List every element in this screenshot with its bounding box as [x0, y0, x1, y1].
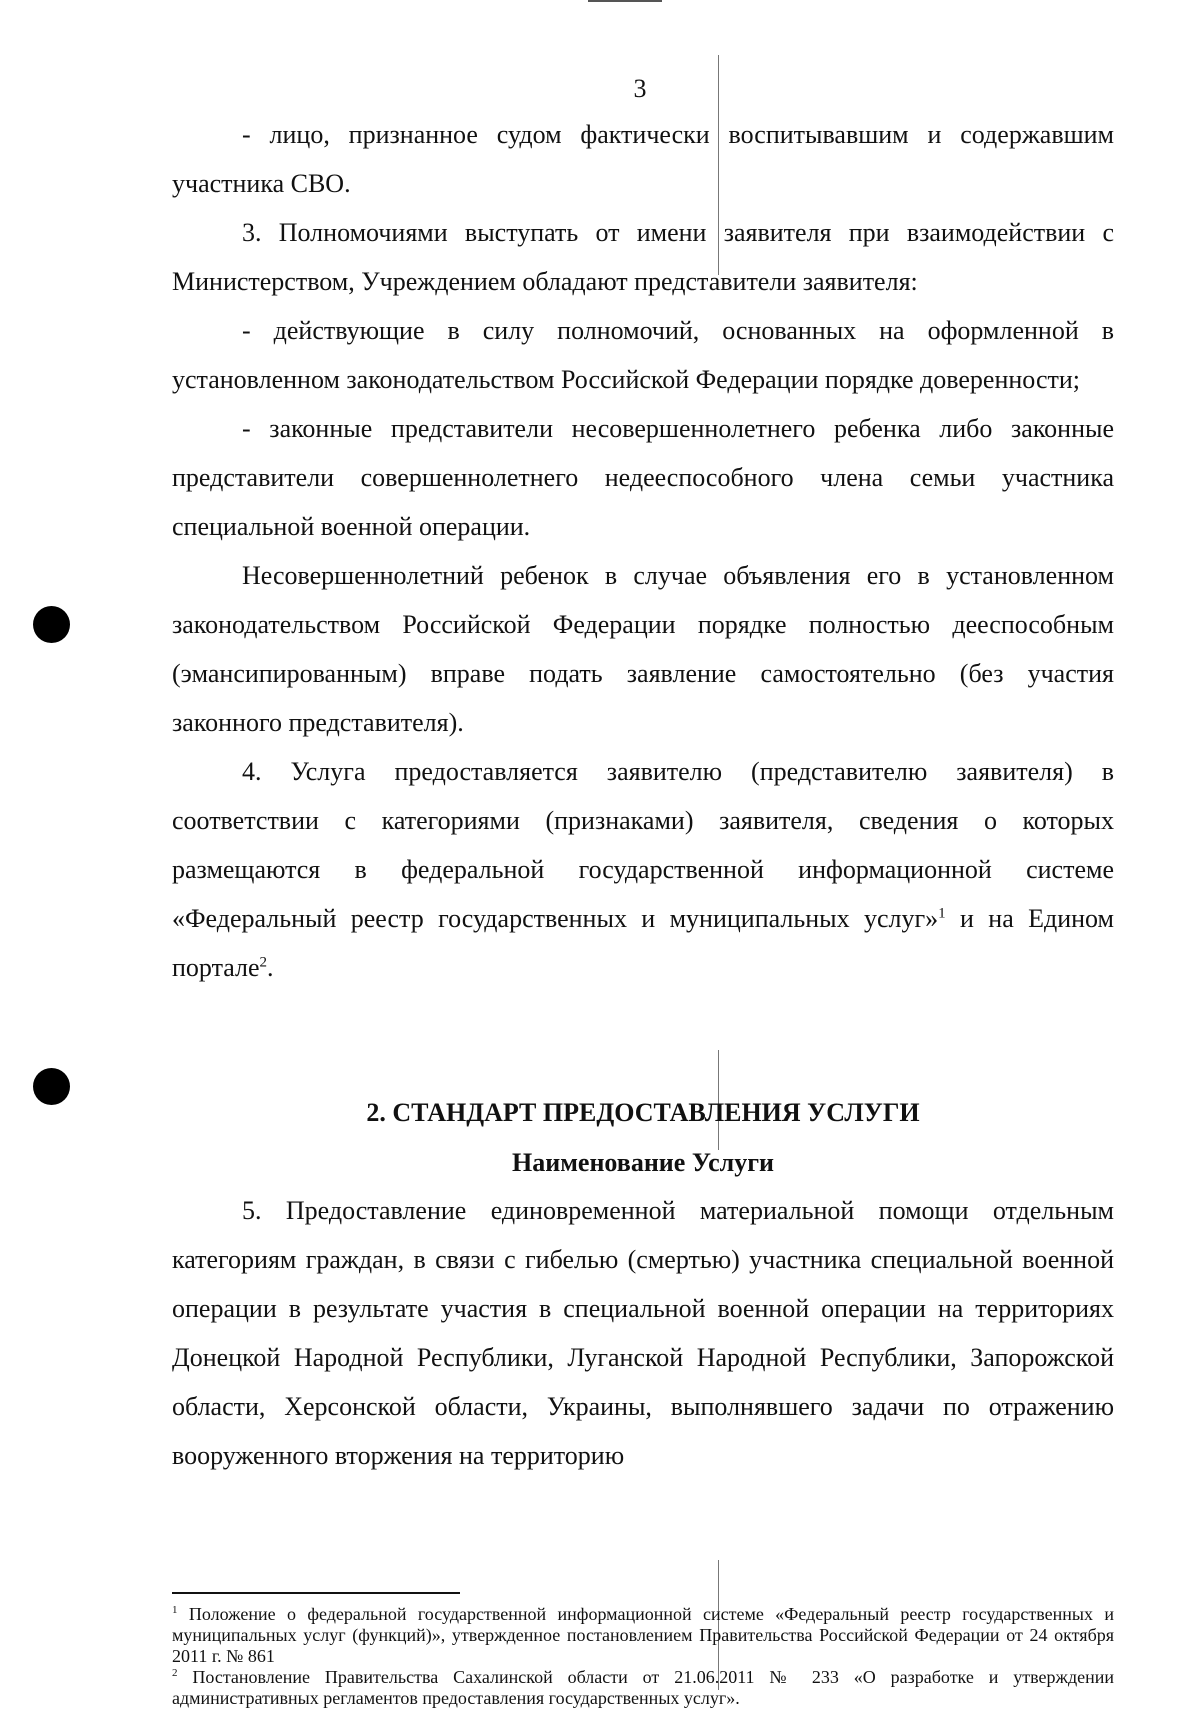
paragraph: Несовершеннолетний ребенок в случае объявления его в установленном законодательством Российской Федерации порядке полностью дееспособным (эмансипированным) вправе подать заявление самостоятельно (без участия законного представителя).: [172, 561, 1114, 737]
body-text-2: [172, 1186, 1114, 1480]
paragraph: 3. Полномочиями выступать от имени заявителя при взаимодействии с Министерством, Учреждением обладают представители заявителя:: [172, 218, 1114, 296]
section-heading: 2. СТАНДАРТ ПРЕДОСТАВЛЕНИЯ УСЛУГИ: [366, 1098, 920, 1127]
footnote-separator: [172, 1592, 460, 1594]
punch-hole: [33, 606, 70, 643]
page-number: 3: [633, 74, 647, 103]
body-text: [172, 110, 1114, 992]
footnote-ref: 1: [938, 905, 946, 922]
subsection-heading: Наименование Услуги: [511, 1148, 775, 1177]
punch-hole: [33, 1068, 70, 1105]
paragraph-5: 5. Предоставление единовременной материальной помощи отдельным категориям граждан, в связи с гибелью (смертью) участника специальной военной операции в результате участия в специальной военной операции на территориях Донецкой Народной Республики, Луганской Народной Республики, Запорожской области, Херсонской области, Украины, выполнявшего задачи по отражению вооруженного вторжения на территорию: [172, 1196, 1114, 1470]
paragraph: - законные представители несовершеннолетнего ребенка либо законные представители совершеннолетнего недееспособного члена семьи участника специальной военной операции.: [172, 414, 1114, 541]
paragraph-4: 4. Услуга предоставляется заявителю (представителю заявителя) в соответствии с категориями (признаками) заявителя, сведения о которых размещаются в федеральной государственной информационной системе «Федеральный реестр государственных и муниципальных услуг»$^1$ и на Едином портале$^2$.: [172, 757, 1115, 982]
footnote: $^2$ Постановление Правительства Сахалинской области от 21.06.2011 № 233 «О разработке и утверждении административных регламентов предоставления государственных услуг».: [172, 1667, 1114, 1708]
footnotes: [172, 1604, 1114, 1709]
footnote: $^1$ Положение о федеральной государственной информационной системе «Федеральный реестр государственных и муниципальных услуг (функций)», утвержденное постановлением Правительства Российской Федерации от 24 октября 2011 г. № 861: [172, 1604, 1114, 1666]
scan-edge-mark: [588, 0, 662, 2]
paragraph: - действующие в силу полномочий, основанных на оформленной в установленном законодательством Российской Федерации порядке доверенности;: [172, 316, 1114, 394]
paragraph: - лицо, признанное судом фактически воспитывавшим и содержавшим участника СВО.: [172, 120, 1114, 198]
footnote-ref: 2: [259, 954, 268, 971]
